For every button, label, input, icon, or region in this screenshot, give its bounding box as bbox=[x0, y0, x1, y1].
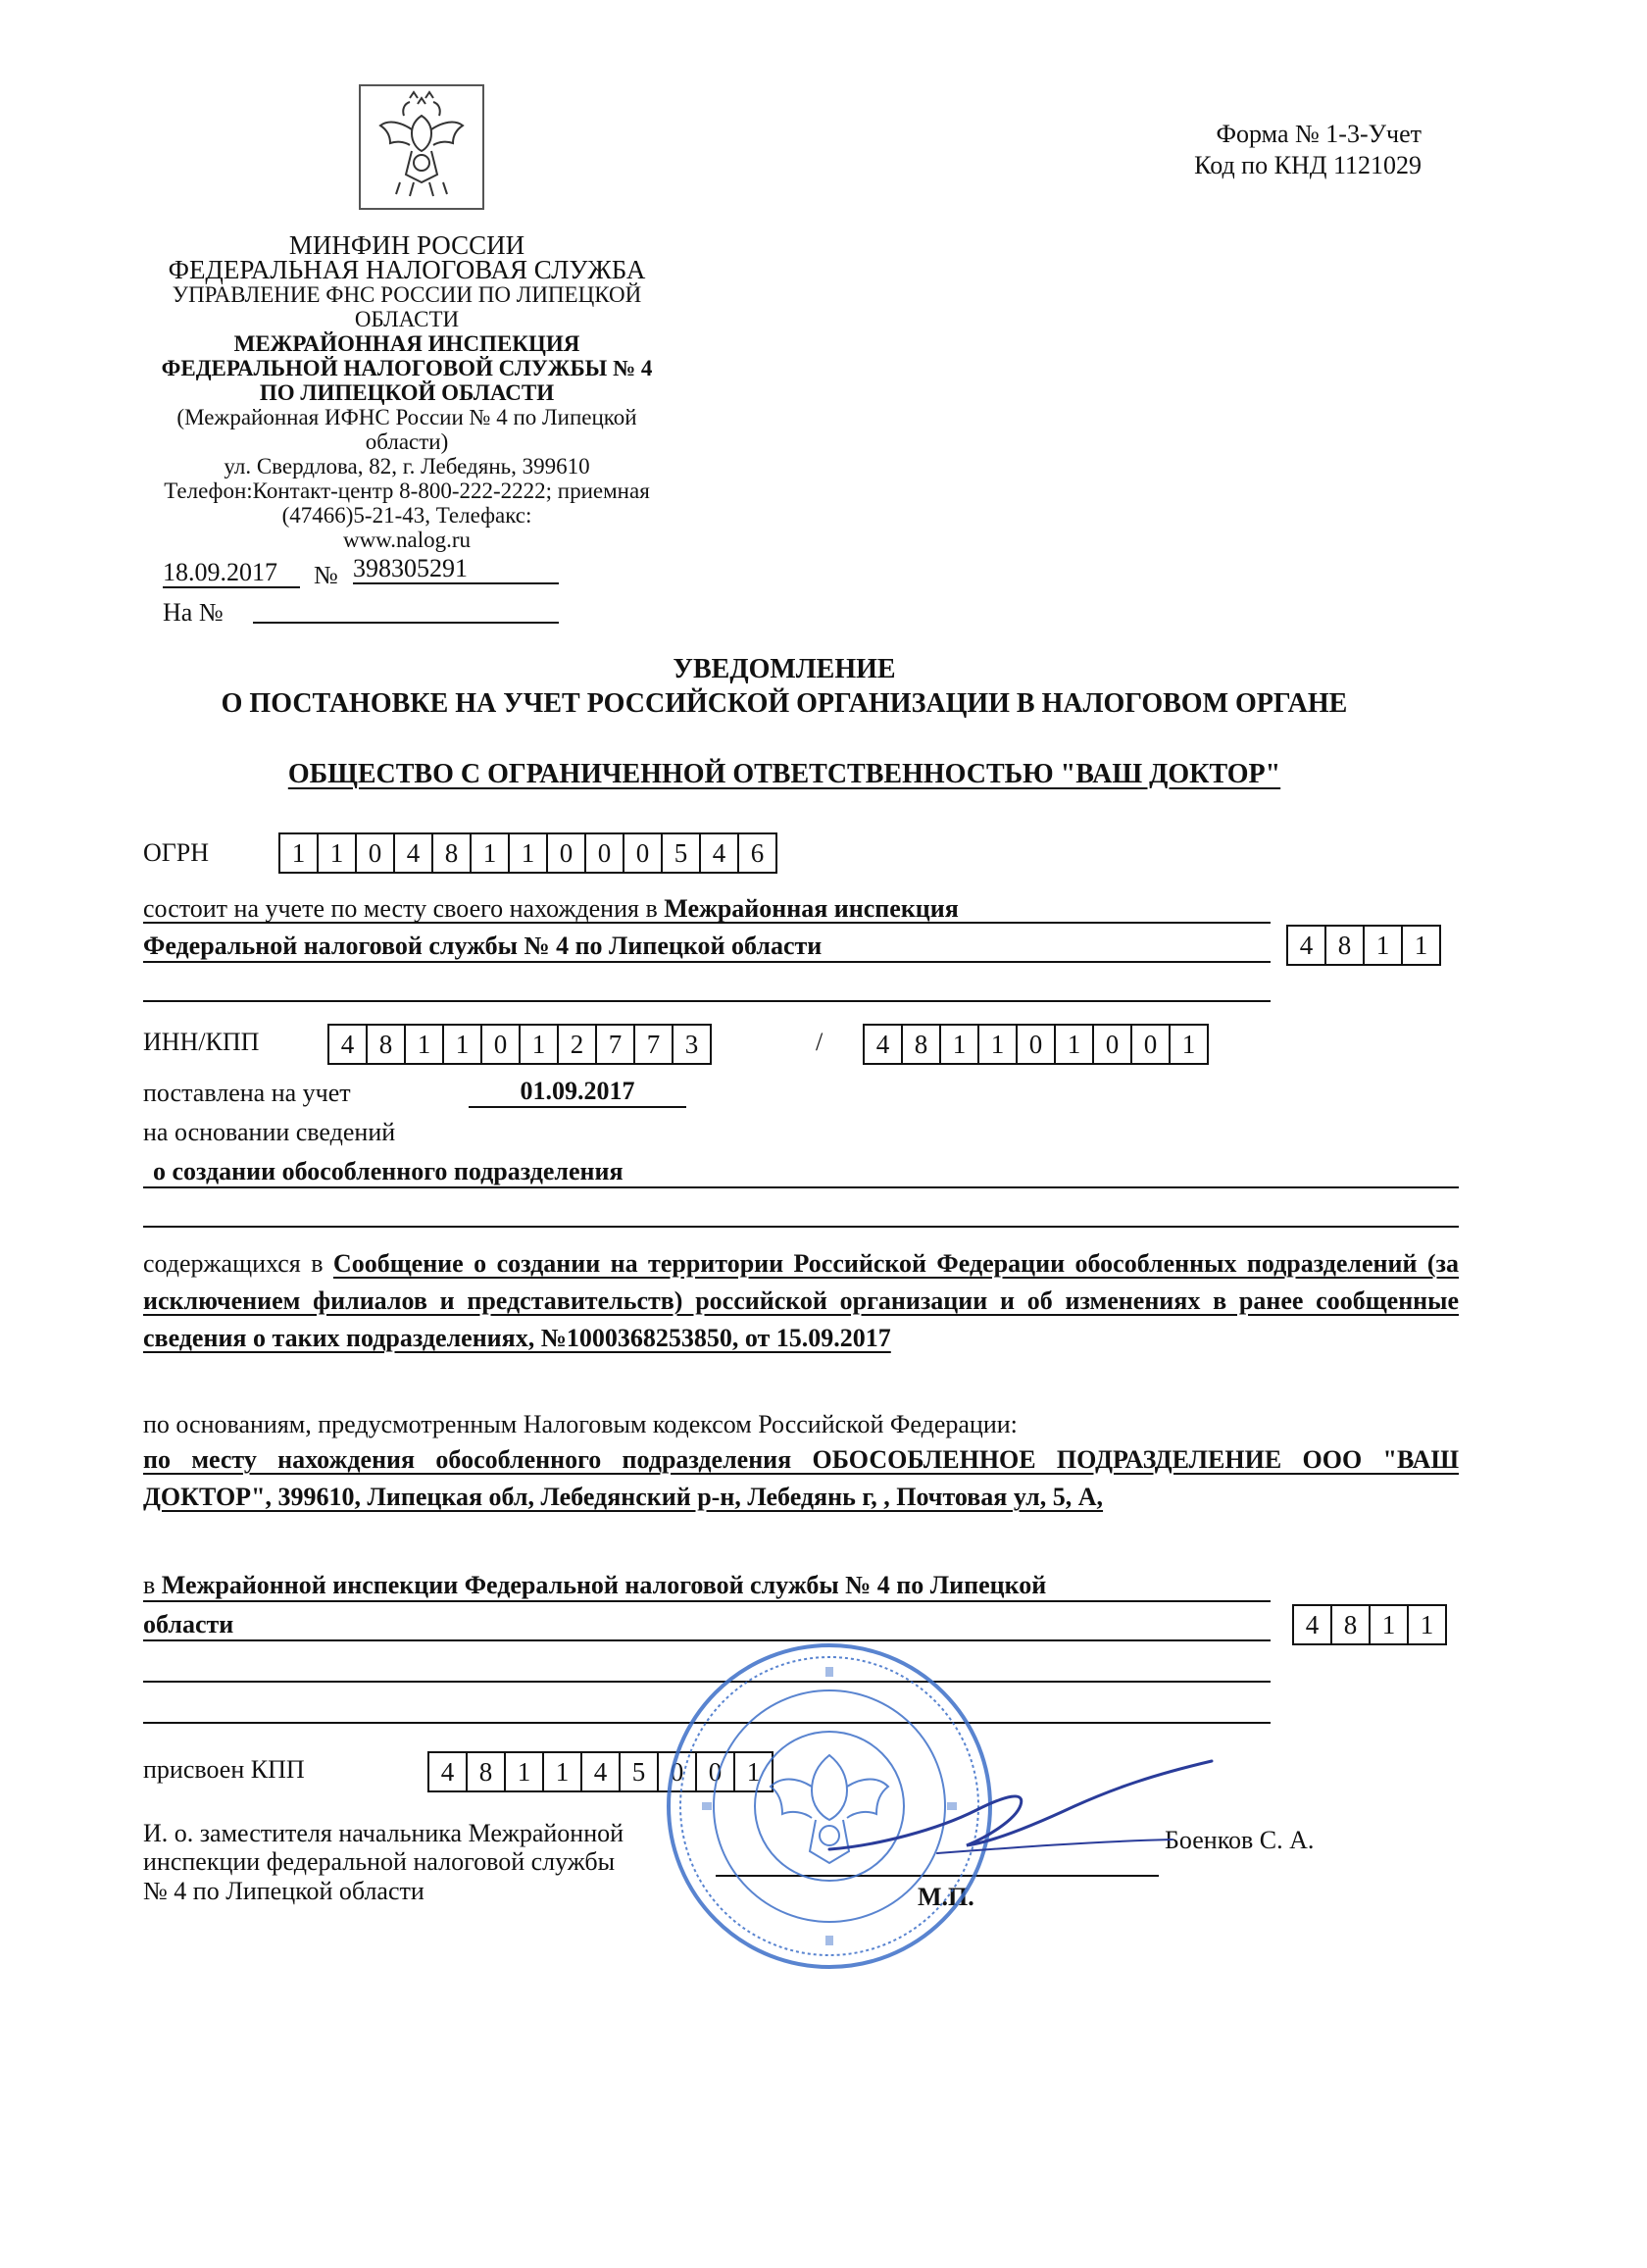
digit-cell: 1 bbox=[542, 1751, 582, 1792]
digit-cell: 6 bbox=[737, 832, 777, 874]
digit-cell: 7 bbox=[595, 1024, 635, 1065]
basis-underline1 bbox=[143, 1186, 1459, 1188]
inspection-underline1 bbox=[143, 1600, 1271, 1602]
authority-line: ОБЛАСТИ bbox=[354, 307, 460, 331]
contained-paragraph: содержащихся в Сообщение о создании на территории Российской Федерации обособленных подразделений (за исключением филиалов и представительств) российской организации и об изменениях в ранее сообщенные сведения о таких подразделениях, №1000368253850, от 15.09.2017 bbox=[143, 1249, 1460, 1352]
digit-cell: 1 bbox=[1369, 1604, 1409, 1645]
digit-cell: 1 bbox=[508, 832, 548, 874]
emblem-frame bbox=[359, 84, 484, 210]
document-subtitle: О ПОСТАНОВКЕ НА УЧЕТ РОССИЙСКОЙ ОРГАНИЗАЦИИ В НАЛОГОВОМ ОРГАНЕ bbox=[221, 688, 1348, 719]
inspection-code-cells bbox=[1292, 1604, 1447, 1645]
assigned-kpp-label: присвоен КПП bbox=[143, 1755, 305, 1784]
registration-underline2 bbox=[143, 961, 1271, 963]
ogrn-label: ОГРН bbox=[143, 838, 210, 867]
outgoing-date: 18.09.2017 bbox=[163, 559, 300, 588]
digit-cell: 0 bbox=[1092, 1024, 1132, 1065]
digit-cell: 0 bbox=[355, 832, 395, 874]
digit-cell: 1 bbox=[733, 1751, 774, 1792]
digit-cell: 4 bbox=[863, 1024, 903, 1065]
digit-cell: 8 bbox=[466, 1751, 506, 1792]
form-number: Форма № 1-3-Учет bbox=[1216, 120, 1422, 148]
digit-cell: 1 bbox=[1169, 1024, 1209, 1065]
reference-number-label: На № bbox=[163, 598, 224, 627]
basis-label: на основании сведений bbox=[143, 1118, 396, 1146]
digit-cell: 2 bbox=[557, 1024, 597, 1065]
authority-line: ФЕДЕРАЛЬНОЙ НАЛОГОВОЙ СЛУЖБЫ № 4 bbox=[161, 356, 653, 380]
digit-cell: 8 bbox=[366, 1024, 406, 1065]
digit-cell: 1 bbox=[977, 1024, 1018, 1065]
registration-line1: состоит на учете по месту своего нахождения в Межрайонная инспекция bbox=[143, 894, 959, 923]
authority-line: (Межрайонная ИФНС России № 4 по Липецкой bbox=[176, 405, 637, 429]
digit-cell: 1 bbox=[1054, 1024, 1094, 1065]
signatory-line2: инспекции федеральной налоговой службы bbox=[143, 1847, 616, 1876]
digit-cell: 1 bbox=[1407, 1604, 1447, 1645]
inspection-line2: области bbox=[143, 1610, 234, 1638]
digit-cell: 0 bbox=[480, 1024, 521, 1065]
registration-underline3 bbox=[143, 1000, 1271, 1002]
double-headed-eagle-icon bbox=[361, 86, 482, 208]
stamp-place-label: М.П. bbox=[918, 1883, 974, 1911]
authority-line: области) bbox=[365, 429, 449, 454]
registration-line2: Федеральной налоговой службы № 4 по Липецкой области bbox=[143, 932, 823, 960]
digit-cell: 0 bbox=[657, 1751, 697, 1792]
digit-cell: 8 bbox=[1324, 925, 1365, 966]
digit-cell: 4 bbox=[393, 832, 433, 874]
inn-cells bbox=[327, 1024, 712, 1065]
digit-cell: 8 bbox=[901, 1024, 941, 1065]
grounds-label: по основаниям, предусмотренным Налоговым кодексом Российской Федерации: bbox=[143, 1410, 1018, 1438]
basis-underline2 bbox=[143, 1226, 1459, 1228]
handwritten-signature bbox=[820, 1751, 1231, 1869]
digit-cell: 1 bbox=[278, 832, 319, 874]
inn-kpp-label: ИНН/КПП bbox=[143, 1028, 260, 1056]
digit-cell: 4 bbox=[699, 832, 739, 874]
digit-cell: 5 bbox=[661, 832, 701, 874]
digit-cell: 1 bbox=[317, 832, 357, 874]
registered-label: поставлена на учет bbox=[143, 1079, 351, 1107]
signatory-line1: И. о. заместителя начальника Межрайонной bbox=[143, 1819, 624, 1847]
signatory-line3: № 4 по Липецкой области bbox=[143, 1877, 424, 1905]
digit-cell: 0 bbox=[623, 832, 663, 874]
outgoing-number: 398305291 bbox=[353, 555, 559, 584]
digit-cell: 1 bbox=[939, 1024, 979, 1065]
digit-cell: 8 bbox=[431, 832, 472, 874]
digit-cell: 1 bbox=[442, 1024, 482, 1065]
digit-cell: 1 bbox=[519, 1024, 559, 1065]
inn-kpp-separator: / bbox=[816, 1028, 824, 1056]
grounds-paragraph: по месту нахождения обособленного подразделения ОБОСОБЛЕННОЕ ПОДРАЗДЕЛЕНИЕ ООО "ВАШ ДОКТОР", 399610, Липецкая обл, Лебедянский р-н, Лебедянь г, , Почтовая ул, 5, А, bbox=[143, 1445, 1459, 1511]
kpp-cells bbox=[863, 1024, 1209, 1065]
outgoing-number-label: № bbox=[314, 561, 338, 589]
inspection-line1: в Межрайонной инспекции Федеральной налоговой службы № 4 по Липецкой bbox=[143, 1571, 1047, 1599]
digit-cell: 0 bbox=[584, 832, 624, 874]
authority-line: МИНФИН РОССИИ bbox=[288, 230, 525, 260]
digit-cell: 7 bbox=[633, 1024, 674, 1065]
digit-cell: 8 bbox=[1330, 1604, 1371, 1645]
digit-cell: 0 bbox=[1130, 1024, 1171, 1065]
digit-cell: 4 bbox=[327, 1024, 368, 1065]
signatory-name: Боенков С. А. bbox=[1165, 1826, 1315, 1854]
digit-cell: 5 bbox=[619, 1751, 659, 1792]
registration-underline1 bbox=[143, 922, 1271, 924]
registered-date: 01.09.2017 bbox=[469, 1077, 686, 1108]
form-knd-code: Код по КНД 1121029 bbox=[1194, 151, 1422, 179]
digit-cell: 3 bbox=[672, 1024, 712, 1065]
authority-line: Телефон:Контакт-центр 8-800-222-2222; приемная bbox=[164, 479, 650, 503]
authority-header bbox=[137, 230, 676, 552]
digit-cell: 1 bbox=[1363, 925, 1403, 966]
registration-code-cells bbox=[1286, 925, 1441, 966]
digit-cell: 0 bbox=[1016, 1024, 1056, 1065]
organization-name: ОБЩЕСТВО С ОГРАНИЧЕННОЙ ОТВЕТСТВЕННОСТЬЮ "ВАШ ДОКТОР" bbox=[287, 759, 1281, 789]
authority-line: ПО ЛИПЕЦКОЙ ОБЛАСТИ bbox=[259, 380, 555, 405]
authority-line: www.nalog.ru bbox=[342, 528, 472, 552]
digit-cell: 1 bbox=[504, 1751, 544, 1792]
authority-line: МЕЖРАЙОННАЯ ИНСПЕКЦИЯ bbox=[233, 331, 580, 356]
digit-cell: 0 bbox=[546, 832, 586, 874]
authority-line: ул. Свердлова, 82, г. Лебедянь, 399610 bbox=[224, 454, 590, 479]
digit-cell: 1 bbox=[1401, 925, 1441, 966]
digit-cell: 4 bbox=[1292, 1604, 1332, 1645]
digit-cell: 1 bbox=[404, 1024, 444, 1065]
document-title: УВЕДОМЛЕНИЕ bbox=[673, 654, 896, 684]
digit-cell: 4 bbox=[580, 1751, 621, 1792]
digit-cell: 4 bbox=[427, 1751, 468, 1792]
ogrn-cells bbox=[278, 832, 777, 874]
authority-line: ФЕДЕРАЛЬНАЯ НАЛОГОВАЯ СЛУЖБА bbox=[168, 255, 646, 284]
reference-number-line bbox=[253, 622, 559, 624]
authority-line: (47466)5-21-43, Телефакс: bbox=[281, 503, 532, 528]
digit-cell: 1 bbox=[470, 832, 510, 874]
digit-cell: 4 bbox=[1286, 925, 1326, 966]
basis-value: о создании обособленного подразделения bbox=[153, 1157, 624, 1185]
digit-cell: 0 bbox=[695, 1751, 735, 1792]
authority-line: УПРАВЛЕНИЕ ФНС РОССИИ ПО ЛИПЕЦКОЙ bbox=[172, 282, 642, 307]
